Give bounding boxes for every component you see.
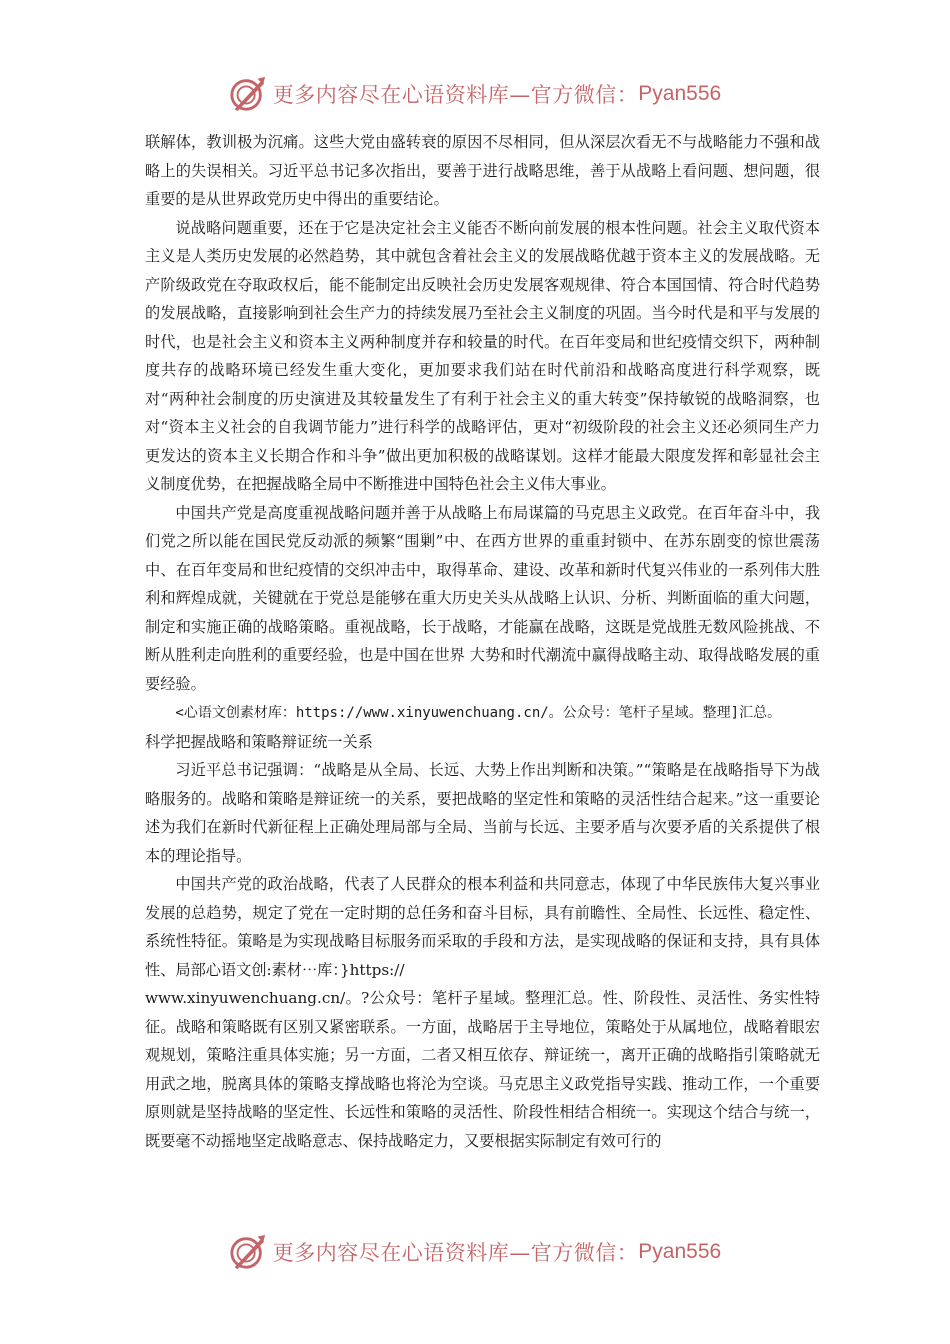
- paragraph: www.xinyuwenchuang.cn/。?公众号：笔杆子星域。整理汇总。性、阶段性、灵活性、务实性特征。战略和策略既有区别又紧密联系。一方面，战略居于主导地位，策略处于从属地位，战略着眼宏观规划，策略注重具体实施；另一方面，二者又相互依存、辩证统一，离开正确的战略指引策略就无用武之地，脱离具体的策略支撑战略也将沦为空谈。马克思主义政党指导实践、推动工作，一个重要原则就是坚持战略的坚定性、长远性和策略的灵活性、阶段性相结合相统一。实现这个结合与统一，既要毫不动摇地坚定战略意志、保持战略定力，又要根据实际制定有效可行的: [145, 989, 820, 1150]
- paragraph: 中国共产党的政治战略，代表了人民群众的根本利益和共同意志，体现了中华民族伟大复兴事业发展的总趋势，规定了党在一定时期的总任务和奋斗目标，具有前瞻性、全局性、长远性、稳定性、系统性特征。策略是为实现战略目标服务而采取的手段和方法，是实现战略的保证和支持，具有具体性、局部心语文创:素材⋯库：}https://: [145, 875, 820, 979]
- header-banner: [0, 72, 950, 116]
- paragraph: 联解体，教训极为沉痛。这些大党由盛转衰的原因不尽相同，但从深层次看无不与战略能力不强和战略上的失误相关。习近平总书记多次指出，要善于进行战略思维，善于从战略上看问题、想问题，很重要的是从世界政党历史中得出的重要结论。: [145, 133, 820, 208]
- paragraph: 习近平总书记强调：“战略是从全局、长远、大势上作出判断和决策。”“策略是在战略指导下为战略服务的。战略和策略是辩证统一的关系，要把战略的坚定性和策略的灵活性结合起来。”这一重要论述为我们在新时代新征程上正确处理局部与全局、当前与长远、主要矛盾与次要矛盾的关系提供了根本的理论指导。: [145, 761, 820, 865]
- section-heading: 科学把握战略和策略辩证统一关系: [145, 732, 373, 751]
- source-note-text: <心语文创素材库：https://www.xinyuwenchuang.cn/。公众号：笔杆子星域。整理]汇总。: [175, 705, 782, 721]
- paragraph: 说战略问题重要，还在于它是决定社会主义能否不断向前发展的根本性问题。社会主义取代资本主义是人类历史发展的必然趋势，其中就包含着社会主义的发展战略优越于资本主义的发展战略。无产阶级政党在夺取政权后，能不能制定出反映社会历史发展客观规律、符合本国国情、符合时代趋势的发展战略，直接影响到社会生产力的持续发展乃至社会主义制度的巩固。当今时代是和平与发展的时代，也是社会主义和资本主义两种制度并存和较量的时代。在百年变局和世纪疫情交织下，两种制度共存的战略环境已经发生重大变化，更加要求我们站在时代前沿和战略高度进行科学观察，既对“两种社会制度的历史演进及其较量发生了有利于社会主义的重大转变”保持敏锐的战略洞察，也对“资本主义社会的自我调节能力”进行科学的战略评估，更对“初级阶段的社会主义还必须同生产力更发达的资本主义长期合作和斗争”做出更加积极的战略谋划。这样才能最大限度发挥和彰显社会主义制度优势，在把握战略全局中不断推进中国特色社会主义伟大事业。: [145, 218, 820, 493]
- header-banner-wechat-id: Pyan556: [638, 82, 722, 105]
- pen-logo-icon: [229, 1233, 267, 1271]
- pen-logo-icon: [229, 75, 267, 113]
- source-note: [145, 698, 820, 728]
- footer-banner-text: 更多内容尽在心语资料库—官方微信：: [272, 1241, 639, 1265]
- document-body: [145, 128, 820, 1155]
- header-banner-text: 更多内容尽在心语资料库—官方微信：: [272, 83, 639, 107]
- paragraph: 中国共产党是高度重视战略问题并善于从战略上布局谋篇的马克思主义政党。在百年奋斗中，我们党之所以能在国民党反动派的频繁“围剿”中、在西方世界的重重封锁中、在苏东剧变的惊世震荡中、在百年变局和世纪疫情的交织冲击中，取得革命、建设、改革和新时代复兴伟业的一系列伟大胜利和辉煌成就，关键就在于党总是能够在重大历史关头从战略上认识、分析、判断面临的重大问题，制定和实施正确的战略策略。重视战略，长于战略，才能赢在战略，这既是党战胜无数风险挑战、不断从胜利走向胜利的重要经验，也是中国在世界 大势和时代潮流中赢得战略主动、取得战略发展的重要经验。: [145, 503, 820, 693]
- footer-banner: [0, 1230, 950, 1274]
- footer-banner-wechat-id: Pyan556: [638, 1240, 722, 1263]
